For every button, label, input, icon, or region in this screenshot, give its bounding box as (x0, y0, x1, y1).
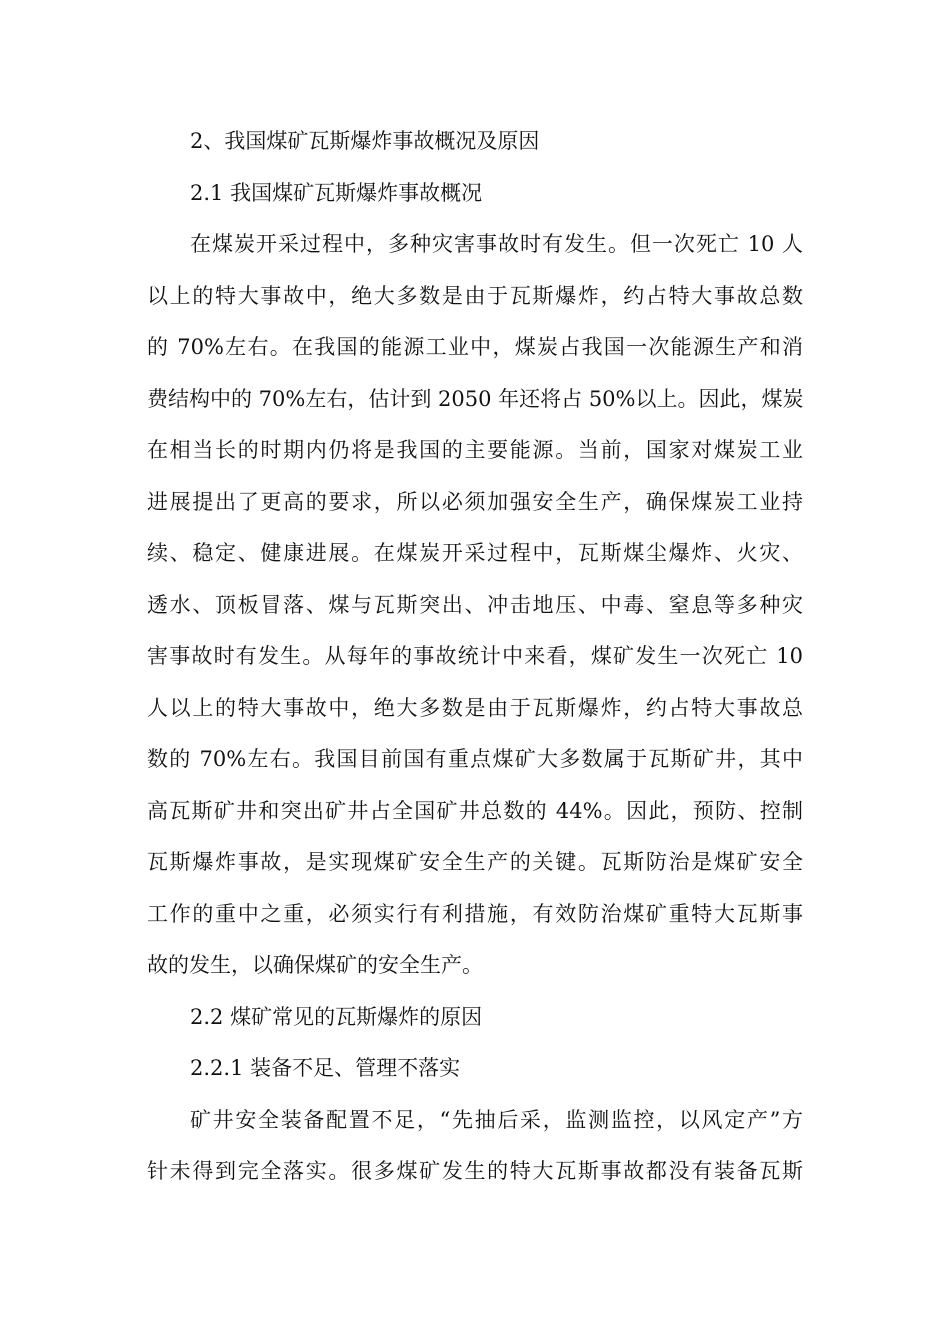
paragraph-line: 数的 70%左右。我国目前国有重点煤矿大多数属于瓦斯矿井，其中 (147, 747, 803, 771)
paragraph-line: 害事故时有发生。从每年的事故统计中来看，煤矿发生一次死亡 10 (147, 644, 803, 668)
section-heading-2-2: 2.2 煤矿常见的瓦斯爆炸的原因 (190, 1004, 483, 1029)
paragraph-gas-explosion-overview (147, 219, 803, 992)
paragraph-line: 高瓦斯矿井和突出矿井占全国矿井总数的 44%。因此，预防、控制 (147, 798, 803, 823)
paragraph-line: 续、稳定、健康进展。在煤炭开采过程中，瓦斯煤尘爆炸、火灾、 (147, 541, 803, 565)
paragraph-line: 的 70%左右。在我国的能源工业中，煤炭占我国一次能源生产和消 (147, 335, 803, 359)
paragraph-line: 矿井安全装备配置不足，“先抽后采，监测监控，以风定产”方 (190, 1107, 803, 1132)
paragraph-line: 进展提出了更高的要求，所以必须加强安全生产，确保煤炭工业持 (147, 489, 803, 514)
section-heading-2-2-1: 2.2.1 装备不足、管理不落实 (190, 1056, 461, 1080)
paragraph-line: 工作的重中之重，必须实行有利措施，有效防治煤矿重特大瓦斯事 (147, 901, 803, 926)
paragraph-equipment-shortage (147, 1095, 803, 1198)
section-heading-2-1: 2.1 我国煤矿瓦斯爆炸事故概况 (190, 180, 483, 205)
paragraph-line: 瓦斯爆炸事故，是实现煤矿安全生产的关键。瓦斯防治是煤矿安全 (147, 850, 803, 874)
section-heading-2: 2、我国煤矿瓦斯爆炸事故概况及原因 (190, 129, 540, 153)
paragraph-line: 费结构中的 70%左右，估计到 2050 年还将占 50%以上。因此，煤炭 (147, 386, 803, 411)
paragraph-line: 故的发生，以确保煤矿的安全生产。 (147, 953, 483, 977)
paragraph-line: 以上的特大事故中，绝大多数是由于瓦斯爆炸，约占特大事故总数 (147, 283, 803, 308)
paragraph-line: 透水、顶板冒落、煤与瓦斯突出、冲击地压、中毒、窒息等多种灾 (147, 592, 803, 617)
paragraph-line: 在煤炭开采过程中，多种灾害事故时有发生。但一次死亡 10 人 (190, 232, 803, 256)
paragraph-line: 人以上的特大事故中，绝大多数是由于瓦斯爆炸，约占特大事故总 (147, 695, 803, 720)
paragraph-line: 在相当长的时期内仍将是我国的主要能源。当前，国家对煤炭工业 (147, 438, 803, 462)
document-page (147, 116, 803, 1198)
paragraph-line: 针未得到完全落实。很多煤矿发生的特大瓦斯事故都没有装备瓦斯 (147, 1159, 803, 1183)
